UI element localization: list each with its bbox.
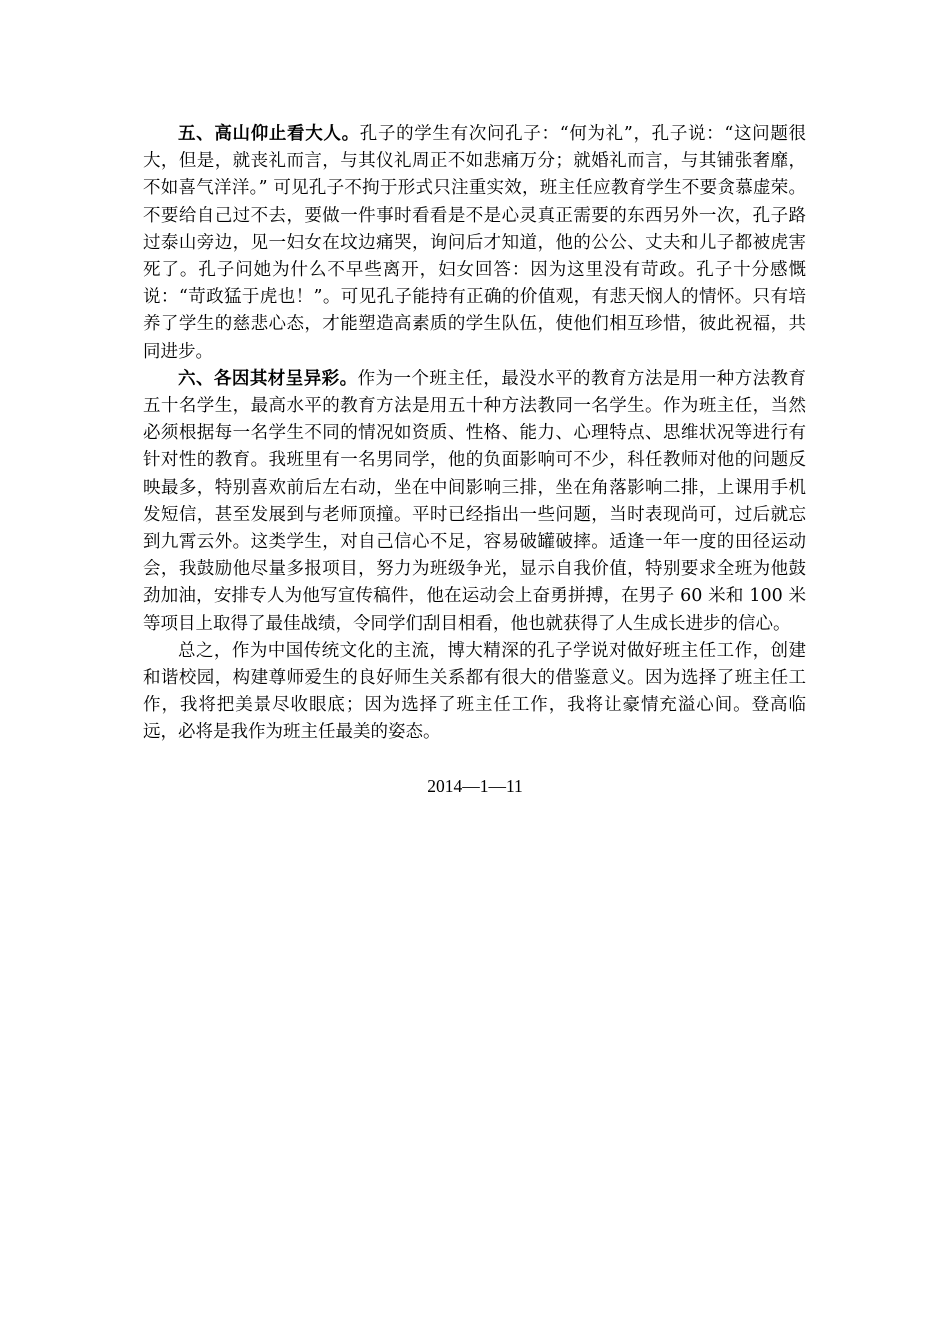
paragraph-section-five <box>143 121 806 366</box>
section-six-heading: 六、各因其材呈异彩。 <box>178 368 358 389</box>
paragraph-conclusion <box>143 638 806 747</box>
document-body <box>143 121 806 747</box>
paragraph-section-six <box>143 366 806 638</box>
section-five-heading: 五、高山仰止看大人。 <box>178 124 360 144</box>
document-date: 2014—1—11 <box>427 776 523 796</box>
section-six-text: 作为一个班主任，最没水平的教育方法是用一种方法教育五十名学生，最高水平的教育方法是用五十种方法教同一名学生。作为班主任，当然必须根据每一名学生不同的情况如资质、性格、能力、心理特点、思维状况等进行有针对性的教育。我班里有一名男同学，他的负面影响可不少，科任教师对他的问题反映最多，特别喜欢前后左右动，坐在中间影响三排，坐在角落影响二排，上课用手机发短信，甚至发展到与老师顶撞。平时已经指出一些问题，当时表现尚可，过后就忘到九霄云外。这类学生，对自己信心不足，容易破罐破摔。适逢一年一度的田径运动会，我鼓励他尽量多报项目，努力为班级争光，显示自我价值，特别要求全班为他鼓劲加油，安排专人为他写宣传稿件，他在运动会上奋勇拼搏，在男子 60 米和 100 米等项目上取得了最佳战绩，令同学们刮目相看，他也就获得了人生成长进步的信心。 <box>143 368 807 634</box>
conclusion-text: 总之，作为中国传统文化的主流，博大精深的孔子学说对做好班主任工作，创建和谐校园，构建尊师爱生的良好师生关系都有很大的借鉴意义。因为选择了班主任工作，我将把美景尽收眼底；因为选择了班主任工作，我将让豪情充溢心间。登高临远，必将是我作为班主任最美的姿态。 <box>143 640 806 743</box>
section-five-text: 孔子的学生有次问孔子：“何为礼”，孔子说：“这问题很大，但是，就丧礼而言，与其仪礼周正不如悲痛万分；就婚礼而言，与其铺张奢靡，不如喜气洋洋。” 可见孔子不拘于形式只注重实效，班主任应教育学生不要贪慕虚荣。不要给自己过不去，要做一件事时看看是不是心灵真正需要的东西另外一次，孔子路过泰山旁边，见一妇女在坟边痛哭，询问后才知道，他的公公、丈夫和儿子都被虎害死了。孔子问她为什么不早些离开，妇女回答：因为这里没有苛政。孔子十分感慨说：“苛政猛于虎也！”。可见孔子能持有正确的价值观，有悲天悯人的情怀。只有培养了学生的慈悲心态，才能塑造高素质的学生队伍，使他们相互珍惜，彼此祝福，共同进步。 <box>143 124 807 362</box>
